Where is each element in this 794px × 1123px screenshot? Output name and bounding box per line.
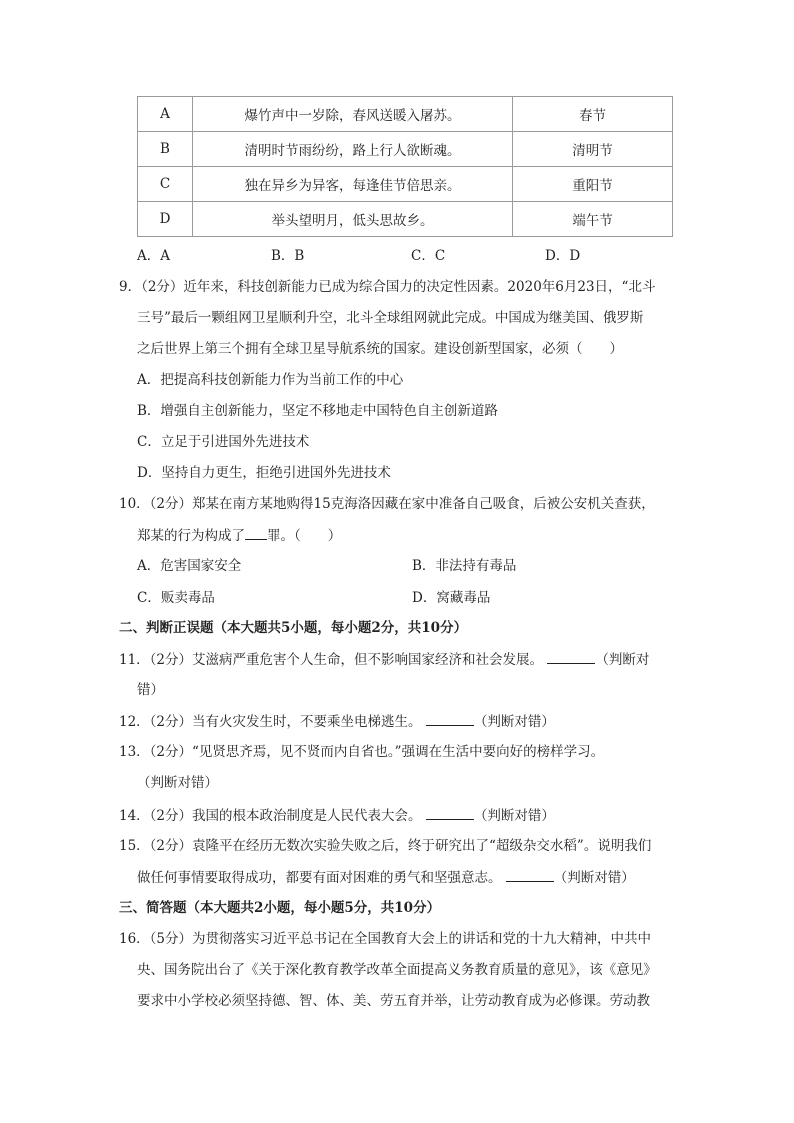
q9-stem-line1: 9．（2分）近年来，科技创新能力已成为综合国力的决定性因素。2020年6月23日，“北斗 (119, 279, 656, 295)
q10-option-b[interactable]: B．非法持有毒品 (412, 558, 517, 574)
table-row (138, 202, 673, 237)
q9-option-b[interactable]: B．增强自主创新能力，坚定不移地走中国特色自主创新道路 (137, 403, 498, 419)
table-row (138, 132, 673, 167)
row-letter: B (138, 132, 193, 167)
table-row (138, 97, 673, 132)
poem-festival-table (137, 96, 673, 237)
answer-blank[interactable] (506, 867, 554, 882)
q11-line1 (119, 649, 649, 670)
row-festival: 春节 (513, 97, 673, 132)
q16-line2: 央、国务院出台了《关于深化教育教学改革全面提高义务教育质量的意见》，该《意见》 (137, 962, 657, 978)
q16-line3: 要求中小学校必须坚持德、智、体、美、劳五育并举，让劳动教育成为必修课。劳动教 (137, 993, 650, 1009)
q15-line1: 15．（2分）袁隆平在经历无数次实验失败之后，终于研究出了“超级杂交水稻”。说明我们 (119, 838, 652, 854)
row-poem: 清明时节雨纷纷，路上行人欲断魂。 (193, 132, 513, 167)
section-heading-short-answer: 三、简答题（本大题共2小题，每小题5分，共10分） (119, 900, 441, 916)
section-heading-true-false: 二、判断正误题（本大题共5小题，每小题2分，共10分） (119, 620, 468, 636)
q11-tail: （判断对 (595, 652, 650, 668)
q14-line (119, 805, 555, 826)
row-letter: A (138, 97, 193, 132)
answer-blank[interactable] (426, 805, 474, 820)
q8-option-c[interactable]: C．C (411, 248, 446, 264)
row-letter: D (138, 202, 193, 237)
q14-text: 14．（2分）我国的根本政治制度是人民代表大会。 (119, 808, 422, 824)
q10-stem-pre: 郑某的行为构成了 (137, 528, 245, 544)
q11-text: 11．（2分）艾滋病严重危害个人生命，但不影响国家经济和社会发展。 (119, 652, 544, 668)
q10-stem-post: 罪。（ ） (267, 528, 342, 544)
row-poem: 独在异乡为异客，每逢佳节倍思亲。 (193, 167, 513, 202)
q10-stem-line2 (137, 525, 341, 546)
q10-option-c[interactable]: C．贩卖毒品 (137, 590, 215, 606)
q10-stem-line1: 10．（2分）郑某在南方某地购得15克海洛因藏在家中准备自己吸食，后被公安机关查获， (119, 496, 655, 512)
answer-blank[interactable] (547, 649, 595, 664)
q8-option-d[interactable]: D．D (545, 248, 581, 264)
q8-option-b[interactable]: B．B (271, 248, 305, 264)
q14-tail: （判断对错） (473, 808, 555, 824)
q8-option-a[interactable]: A．A (137, 248, 170, 264)
q10-option-a[interactable]: A．危害国家安全 (137, 558, 242, 574)
row-festival: 重阳节 (513, 167, 673, 202)
row-letter: C (138, 167, 193, 202)
q12-text: 12．（2分）当有火灾发生时，不要乘坐电梯逃生。 (119, 714, 422, 730)
row-festival: 端午节 (513, 202, 673, 237)
q9-option-a[interactable]: A．把提高科技创新能力作为当前工作的中心 (137, 372, 404, 388)
q15-tail: （判断对错） (553, 870, 635, 886)
row-festival: 清明节 (513, 132, 673, 167)
q15-line2 (137, 867, 635, 888)
q9-stem-line3: 之后世界上第三个拥有全球卫星导航系统的国家。建设创新型国家，必须（ ） (137, 341, 623, 357)
q12-line (119, 711, 555, 732)
q9-option-d[interactable]: D．坚持自力更生，拒绝引进国外先进技术 (137, 465, 391, 481)
q12-tail: （判断对错） (473, 714, 555, 730)
row-poem: 爆竹声中一岁除，春风送暖入屠苏。 (193, 97, 513, 132)
q15-text: 做任何事情要取得成功，都要有面对困难的勇气和坚强意志。 (137, 870, 502, 886)
answer-blank[interactable] (426, 711, 474, 726)
q9-stem-line2: 三号”最后一颗组网卫星顺利升空，北斗全球组网就此完成。中国成为继美国、俄罗斯 (137, 310, 644, 326)
q11-line2: 错） (137, 682, 164, 698)
q13-line1: 13．（2分）“见贤思齐焉，见不贤而内自省也。”强调在生活中要向好的榜样学习。 (119, 744, 605, 760)
row-poem: 举头望明月，低头思故乡。 (193, 202, 513, 237)
q9-option-c[interactable]: C．立足于引进国外先进技术 (137, 434, 310, 450)
q13-line2: （判断对错） (137, 775, 218, 791)
table-row (138, 167, 673, 202)
q16-line1: 16．（5分）为贯彻落实习近平总书记在全国教育大会上的讲话和党的十九大精神，中共中 (119, 931, 652, 947)
answer-blank[interactable] (245, 525, 267, 540)
q10-option-d[interactable]: D．窝藏毒品 (412, 590, 491, 606)
